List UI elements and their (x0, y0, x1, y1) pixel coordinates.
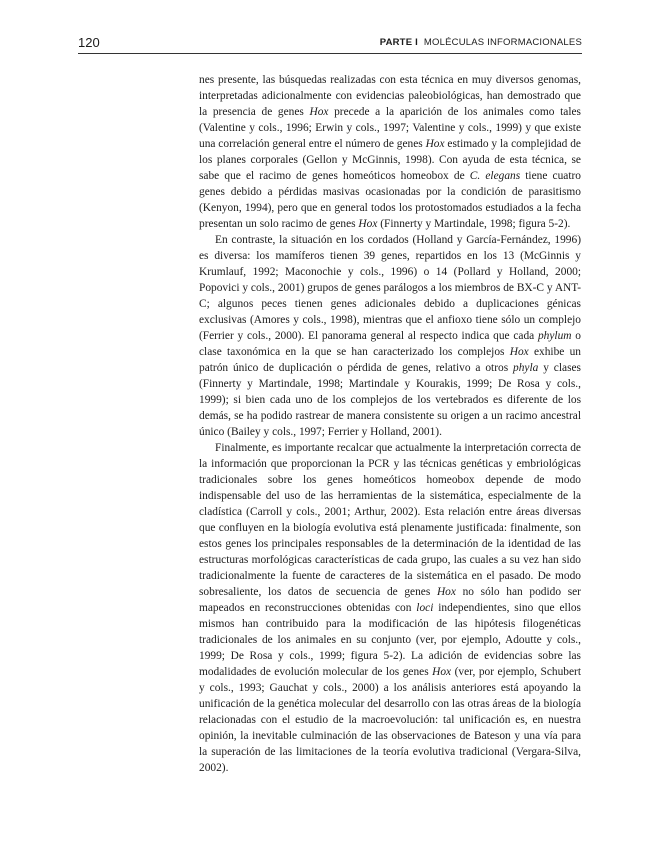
body-text (199, 72, 581, 776)
header-rule (78, 53, 582, 54)
text-run: no sólo han podido ser mapeados en reconstrucciones obtenidas con (199, 586, 581, 614)
text-run: tiene cuatro genes debido a pérdidas masivas ocasionadas por la condición de parasitismo (Kenyon, 1994), pero que en general todos los protostomados estudiados a la fecha presentan un solo racimo de genes (199, 170, 581, 230)
page-number: 120 (78, 35, 100, 50)
text-run: nes presente, las búsquedas realizadas con esta técnica en muy diversos genomas, interpretadas adicionalmente con evidencias paleobiológicas, han demostrado que la presencia de genes (199, 74, 581, 118)
text-run: o clase taxonómica en la que se han caracterizado los complejos (199, 330, 581, 358)
italic-term: Hox (436, 586, 456, 598)
italic-term: Hox (309, 106, 329, 118)
text-run: (Finnerty y Martindale, 1998; figura 5-2). (377, 218, 571, 230)
italic-term: loci (416, 602, 434, 614)
text-run: precede a la aparición de los animales como tales (Valentine y cols., 1996; Erwin y cols., 1997; Valentine y cols., 1999) y que existe una correlación general entre el número de genes (199, 106, 581, 150)
text-run: En contraste, la situación en los cordados (Holland y García-Fernández, 1996) es diversa: los mamíferos tienen 39 genes, repartidos en los 13 (McGinnis y Krumlauf, 1992; Maconochie y cols., 1996) o 14 (Pollard y Holland, 2000; Popovici y cols., 2001) grupos de genes parálogos a los miembros de BX-C y ANT-C; algunos peces tienen genes adicionales debido a duplicaciones génicas exclusivas (Amores y cols., 1998), mientras que el anfioxo tiene sólo un complejo (Ferrier y cols., 2000). El panorama general al respecto indica que cada (199, 234, 581, 342)
page-header (78, 34, 582, 54)
text-run: exhibe un patrón único de duplicación o pérdida de genes, relativo a otros (199, 346, 582, 374)
paragraph-2 (199, 232, 581, 440)
text-run: (ver, por ejemplo, Schubert y cols., 1993; Gauchat y cols., 2000) a los análisis anteriores está apoyando la unificación de la genética molecular del desarrollo con las otras áreas de la biología relacionadas con el estudio de la macroevolución: tal unificación es, en nuestra opinión, la inevitable culminación de las observaciones de Bateson y una vía para la superación de las limitaciones de la teoría evolutiva tradicional (Vergara-Silva, 2002). (199, 666, 581, 774)
text-run: independientes, sino que ellos mismos han contribuido para la modificación de las hipótesis filogenéticas tradicionales de los animales en su conjunto (ver, por ejemplo, Adoutte y cols., 1999; De Rosa y cols., 1999; figura 5-2). La adición de evidencias sobre las modalidades de evolución molecular de los genes (199, 602, 581, 678)
italic-term: C. elegans (469, 170, 521, 182)
text-run: estimado y la complejidad de los planes corporales (Gellon y McGinnis, 1998). Con ayuda de esta técnica, se sabe que el racimo de genes homeóticos homeobox de (199, 138, 581, 182)
italic-term: Hox (425, 138, 445, 150)
part-label: PARTE I (379, 37, 418, 48)
italic-term: phyla (513, 362, 539, 374)
italic-term: Hox (358, 218, 378, 230)
section-title: MOLÉCULAS INFORMACIONALES (423, 37, 582, 48)
italic-term: phylum (537, 330, 572, 342)
text-run: y clases (Finnerty y Martindale, 1998; Martindale y Kourakis, 1999; De Rosa y cols., 1999); si bien cada uno de los complejos de los vertebrados es diferente de los demás, se ha podido rastrear de manera consistente su origen a un racimo ancestral único (Bailey y cols., 1997; Ferrier y Holland, 2001). (199, 362, 581, 438)
italic-term: Hox (432, 666, 452, 678)
running-head (380, 37, 582, 48)
paragraph-1 (199, 72, 581, 232)
paragraph-3 (199, 440, 581, 776)
text-run: Finalmente, es importante recalcar que actualmente la interpretación correcta de la información que proporcionan la PCR y las técnicas genéticas y embriológicas tradicionales sobre los genes homeóticos homeobox depende de modo indispensable del uso de las herramientas de la sistemática, especialmente de la cladística (Carroll y cols., 2001; Arthur, 2002). Esta relación entre áreas diversas que confluyen en la biología evolutiva está plenamente justificada: finalmente, son estos genes los principales responsables de la determinación de la identidad de las estructuras morfológicas características de cada grupo, las cuales a su vez han sido tradicionalmente la fuente de caracteres de la sistemática en el pasado. De modo sobresaliente, los datos de secuencia de genes (199, 442, 581, 598)
italic-term: Hox (509, 346, 529, 358)
